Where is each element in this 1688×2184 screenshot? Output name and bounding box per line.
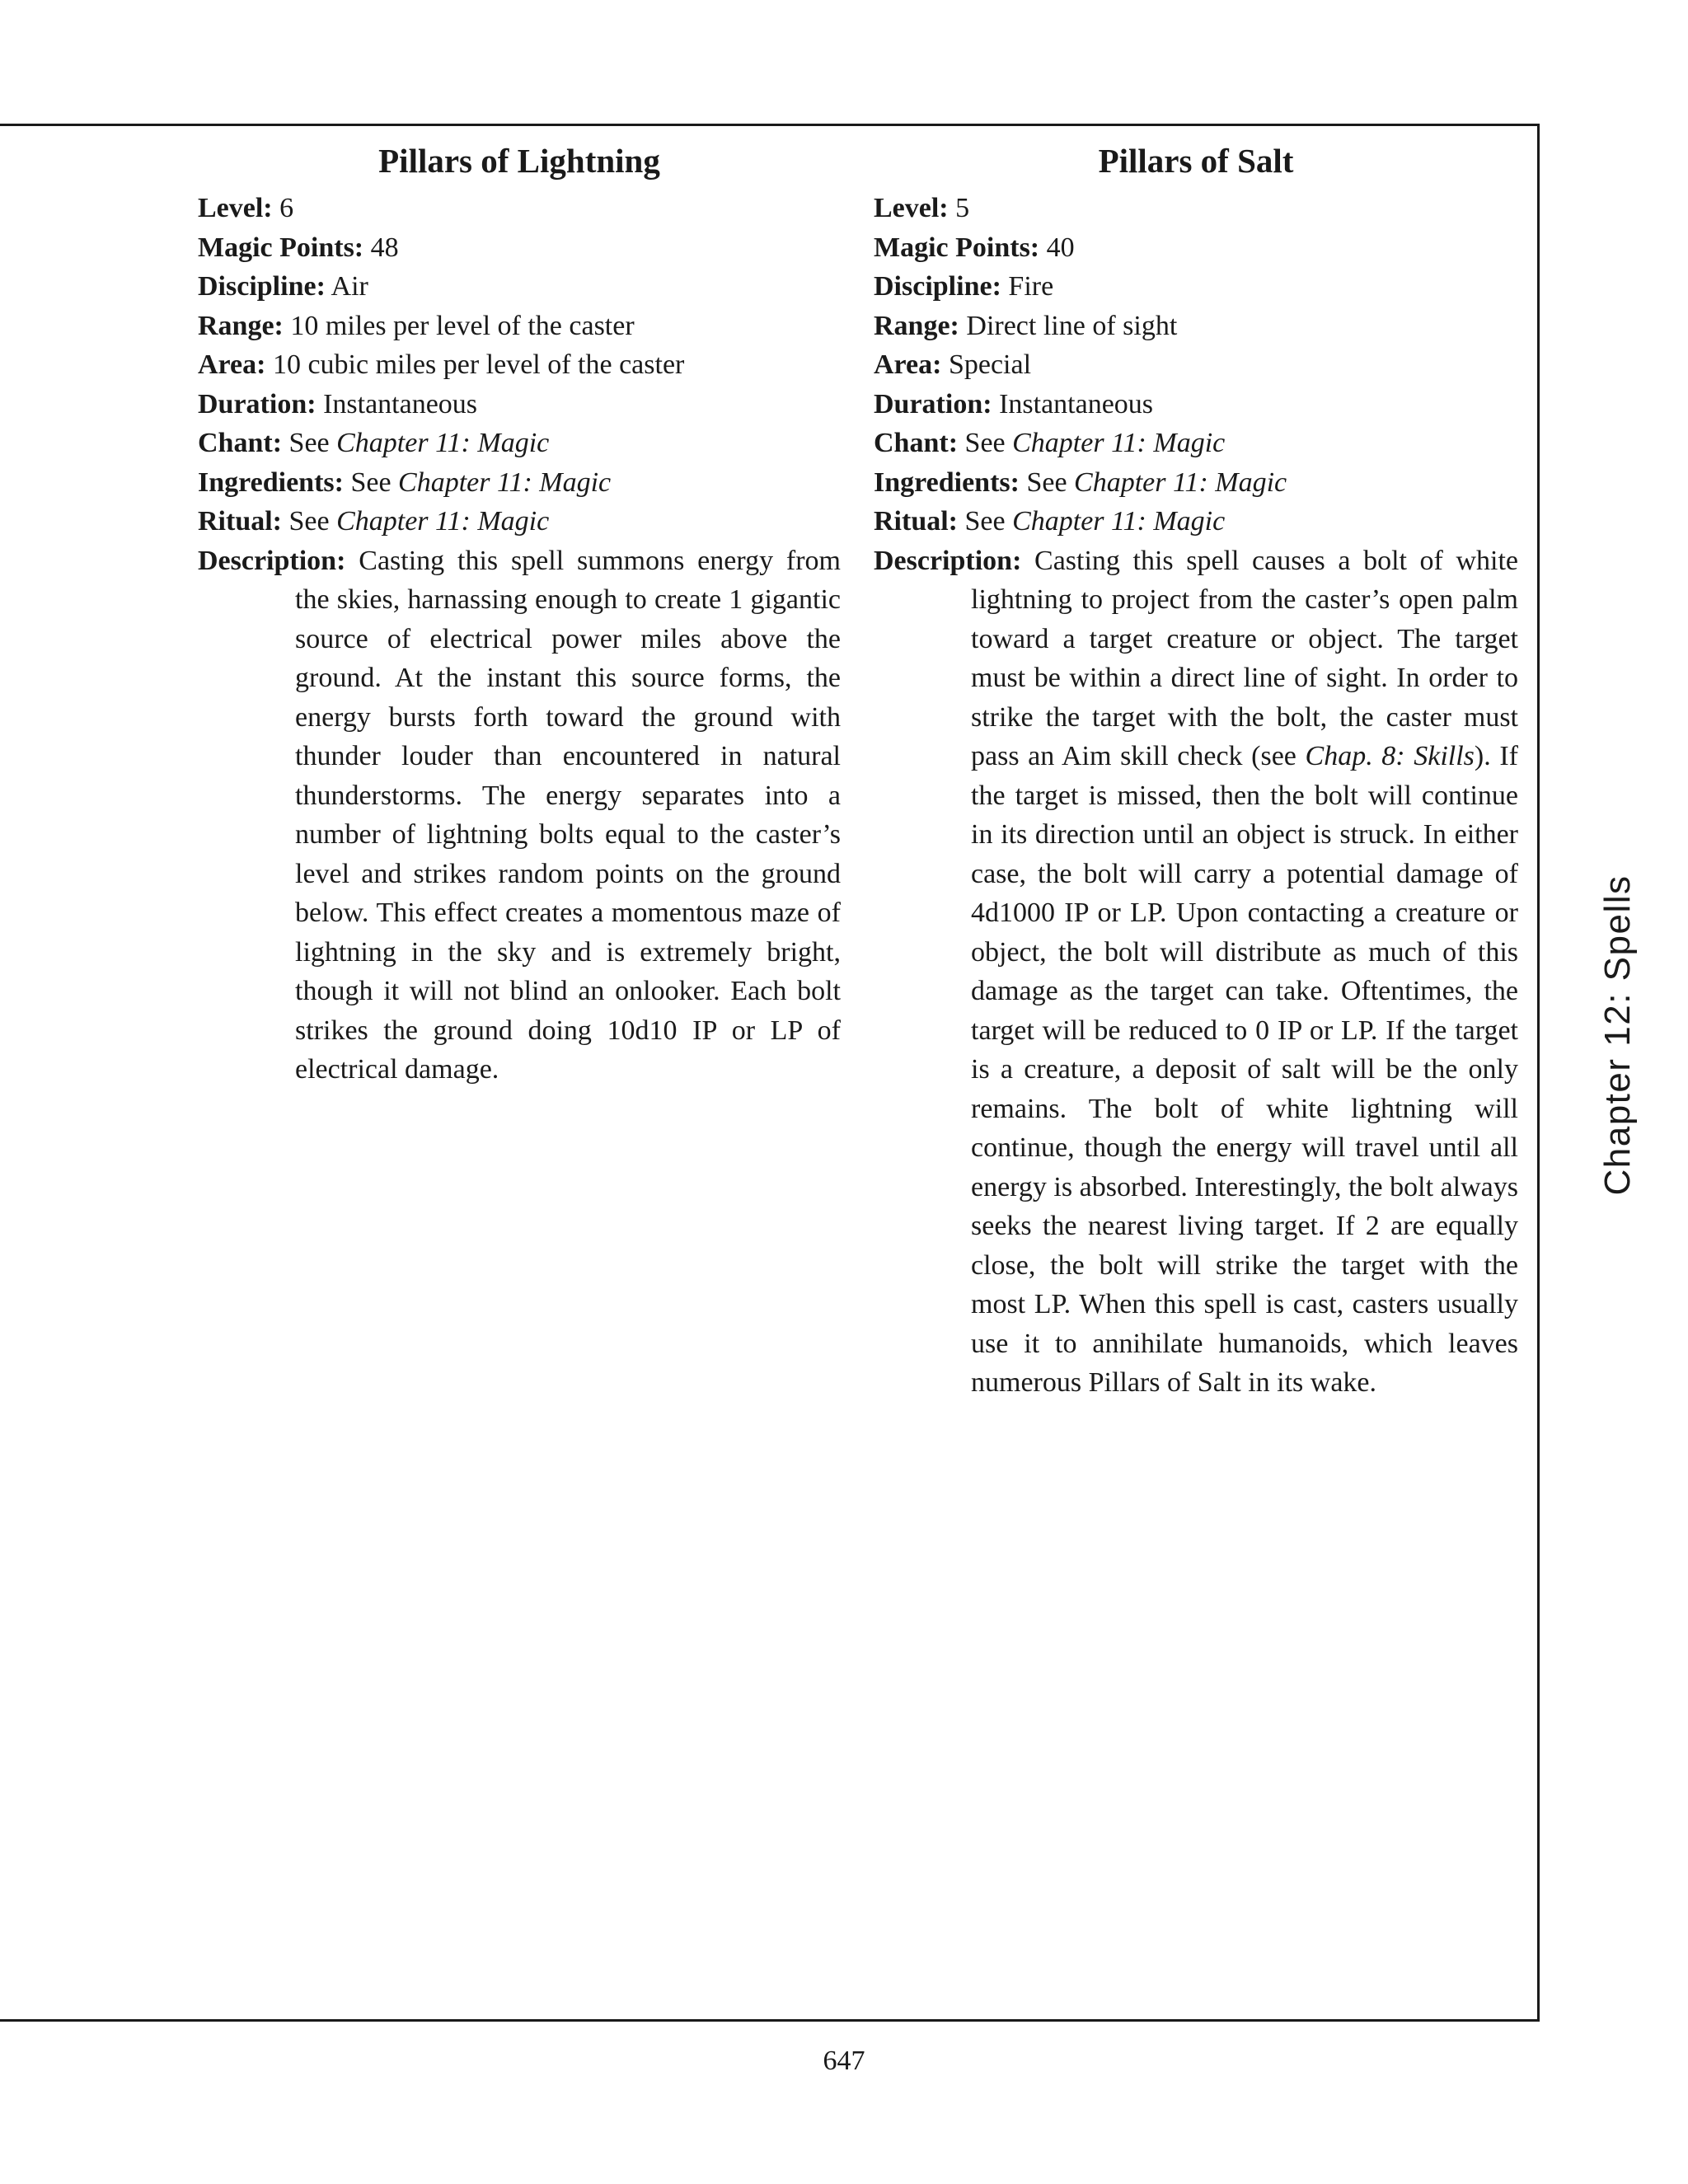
stat-value: 48 [370, 232, 399, 263]
stat-value: See [350, 466, 392, 498]
stat-label: Level: [198, 193, 273, 224]
stat-ritual [874, 502, 1518, 541]
stat-chant [874, 424, 1518, 463]
chapter-side-tab: Chapter 12: Spells [1597, 874, 1638, 1196]
stat-ingredients [874, 463, 1518, 503]
chapter-reference: Chapter 11: Magic [336, 428, 550, 459]
chapter-reference: Chapter 11: Magic [398, 466, 612, 498]
stat-label: Discipline: [198, 271, 326, 302]
stat-label: Area: [874, 349, 942, 381]
spell-title: Pillars of Lightning [378, 142, 660, 180]
chapter-reference: Chapter 11: Magic [1012, 506, 1226, 537]
description-text: Casting this spell summons energy from the skies, harnassing enough to create 1 gigantic source of electrical power miles above the ground. At the instant this source forms, the energy bursts forth toward the ground with thunder louder than encountered in natural thunderstorms. The energy separates into a number of lightning bolts equal to the caster’s level and strikes random points on the ground below. This effect creates a momentous maze of lightning in the sky and is extremely bright, though it will not blind an onlooker. Each bolt strikes the ground doing 10d10 IP or LP of electrical damage. [295, 545, 841, 1085]
stat-chant [198, 424, 841, 463]
stat-value: 10 cubic miles per level of the caster [272, 349, 685, 381]
stat-duration [198, 385, 841, 424]
stat-range [874, 307, 1518, 346]
stat-ritual [198, 502, 841, 541]
stat-discipline [874, 267, 1518, 307]
stat-area [198, 345, 841, 385]
stat-label: Ingredients: [874, 466, 1020, 498]
stat-value: 5 [955, 193, 970, 224]
stat-value: Instantaneous [999, 388, 1154, 419]
chapter-reference: Chapter 11: Magic [336, 506, 550, 537]
stat-label: Ritual: [198, 506, 282, 537]
stat-duration [874, 385, 1518, 424]
stat-range [198, 307, 841, 346]
description-text: ). If the target is missed, then the bolt will continue in its direction until an object is struck. In either case, the bolt will carry a potential damage of 4d1000 IP or LP. Upon contacting a creature or object, the bolt will distribute as much of this damage as the target can take. Oftentimes, the target will be reduced to 0 IP or LP. If the target is a creature, a deposit of salt will be the only remains. The bolt of white lightning will continue, though the energy will travel until all energy is absorbed. Interestingly, the bolt always seeks the nearest living target. If 2 are equally close, the bolt will strike the target with the most LP. When this spell is cast, casters usually use it to annihilate humanoids, which leaves numerous Pillars of Salt in its wake. [971, 741, 1519, 1399]
spell-pillars-of-salt [874, 142, 1518, 1403]
page-number: 647 [823, 2046, 865, 2076]
stat-magic-points [198, 228, 841, 268]
stat-value: Air [331, 271, 368, 302]
spell-description [198, 541, 841, 1090]
stat-label: Ingredients: [198, 466, 344, 498]
description-label: Description: [198, 545, 346, 576]
stat-level [874, 189, 1518, 228]
spell-title: Pillars of Salt [1098, 142, 1294, 180]
stat-area [874, 345, 1518, 385]
stat-label: Duration: [198, 388, 316, 419]
spell-description [874, 541, 1518, 1403]
description-label: Description: [874, 545, 1022, 576]
stat-label: Discipline: [874, 271, 1001, 302]
chapter-reference: Chapter 11: Magic [1074, 466, 1287, 498]
stat-value: See [1026, 466, 1067, 498]
stat-value: 40 [1046, 232, 1075, 263]
stat-value: See [964, 506, 1006, 537]
stat-label: Magic Points: [198, 232, 364, 263]
spell-pillars-of-lightning [198, 142, 841, 1090]
stat-value: See [288, 428, 330, 459]
stat-value: Direct line of sight [966, 310, 1178, 341]
stat-value: See [288, 506, 330, 537]
stat-level [198, 189, 841, 228]
stat-label: Range: [198, 310, 284, 341]
stat-label: Level: [874, 193, 949, 224]
description-text: Casting this spell causes a bolt of white lightning to project from the caster’s open palm toward a target creature or object. The target must be within a direct line of sight. In order to strike the target with the bolt, the caster must pass an Aim skill check (see [971, 545, 1519, 772]
stat-label: Area: [198, 349, 266, 381]
stat-value: Fire [1008, 271, 1054, 302]
stat-label: Ritual: [874, 506, 958, 537]
stat-value: 6 [279, 193, 294, 224]
stat-value: Instantaneous [323, 388, 478, 419]
stat-value: 10 miles per level of the caster [290, 310, 635, 341]
stat-discipline [198, 267, 841, 307]
stat-magic-points [874, 228, 1518, 268]
stat-label: Chant: [198, 428, 283, 459]
stat-value: See [964, 428, 1006, 459]
stat-label: Duration: [874, 388, 992, 419]
chapter-reference: Chap. 8: Skills [1305, 741, 1475, 772]
stat-label: Magic Points: [874, 232, 1040, 263]
stat-label: Chant: [874, 428, 959, 459]
stat-ingredients [198, 463, 841, 503]
chapter-reference: Chapter 11: Magic [1012, 428, 1226, 459]
stat-label: Range: [874, 310, 959, 341]
stat-value: Special [948, 349, 1032, 381]
